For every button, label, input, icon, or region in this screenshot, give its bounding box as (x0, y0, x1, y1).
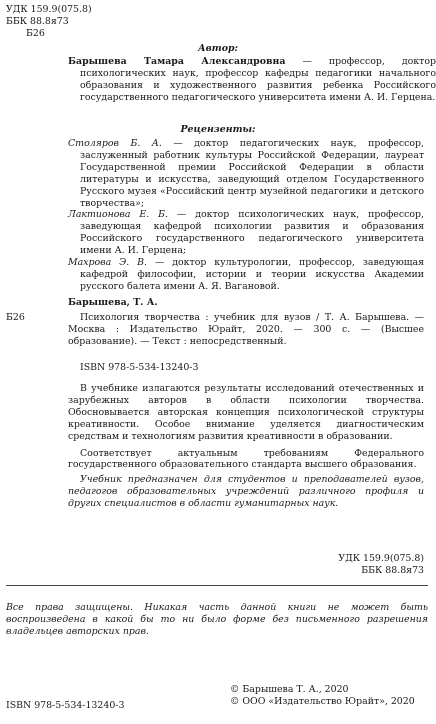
reviewer-entry (68, 209, 424, 257)
catalog-record: Психология творчества : учебник для вузов / Т. А. Барышева. — Москва : Издательство Юрайт, 2020. — 300 с. — (Высшее образование). — Текст : непосредственный. (68, 312, 424, 347)
reviewer-name: Столяров Б. А. (68, 138, 162, 149)
udk-code-bottom: УДК 159.9(075.8) (338, 553, 424, 564)
catalog-author: Барышева, Т. А. (68, 297, 158, 308)
reviewer-entry (68, 257, 424, 293)
rights-statement: Все права защищены. Никакая часть данной книги не может быть воспроизведена в какой бы то ни было форме без письменного разрешения владельцев авторских прав. (6, 602, 428, 637)
reviewer-description: — доктор культурологии, профессор, заведующая кафедрой философии, истории и теории искусства Академии русского балета имени А. Я. Вагановой. (80, 257, 424, 292)
annotation-audience: Учебник предназначен для студентов и преподавателей вузов, педагогов образовательных учреждений различного профиля и других специалистов в области гуманитарных наук. (68, 474, 424, 510)
bbk-code-bottom: ББК 88.8я73 (361, 564, 424, 576)
reviewer-entry (68, 138, 424, 209)
author-block (68, 56, 436, 104)
footer-copyright (230, 684, 426, 708)
annotation-paragraph: В учебнике излагаются результаты исследований отечественных и зарубежных авторов в области психологии творчества. Обосновывается авторская концепция психологической структуры креативности. Особое внимание уделяется диагностическим средствам и технологиям развития креативности в образовании. (68, 383, 424, 442)
reviewer-name: Лактионова Е. Б. (68, 209, 168, 221)
author-heading: Автор: (198, 43, 238, 54)
divider (6, 585, 428, 586)
reviewer-description: — доктор педагогических наук, профессор, заслуженный работник культуры Российской Федерации, лауреат Государственной премии Российской Федерации в области литературы и искусства, заведующий отделом Государственного Русского музея «Российский центр музейной педагогики и детского творчества»; (80, 138, 424, 209)
udk-code-top: УДК 159.9(075.8) (6, 4, 92, 15)
reviewer-description: — доктор психологических наук, профессор, заведующая кафедрой психологии развития и образования Российского государственного педагогического университета имени А. И. Герцена; (80, 209, 424, 257)
reviewer-name: Махрова Э. В. (68, 257, 148, 269)
reviewers-list (68, 138, 424, 293)
annotation (68, 383, 424, 510)
footer-isbn: ISBN 978-5-534-13240-3 (6, 700, 125, 711)
top-classification-codes (6, 4, 92, 40)
reviewers-heading: Рецензенты: (180, 124, 256, 135)
catalog-isbn: ISBN 978-5-534-13240-3 (80, 362, 199, 373)
copyright-author: © Барышева Т. А., 2020 (230, 684, 349, 695)
author-mark-top: Б26 (26, 27, 45, 39)
annotation-paragraph: Соответствует актуальным требованиям Федерального государственного образовательного стандарта высшего образования. (68, 447, 424, 471)
copyright-publisher: © ООО «Издательство Юрайт», 2020 (230, 695, 415, 707)
author-name: Барышева Тамара Александровна (68, 56, 286, 67)
bottom-classification-codes (264, 553, 424, 577)
catalog-author-mark: Б26 (6, 312, 25, 323)
bbk-code-top: ББК 88.8я73 (6, 15, 69, 27)
author-description: — профессор, доктор психологических наук, профессор кафедры педагогики начального образования и художественного развития ребенка Российского государственного педагогического университета имени А. И. Герцена. (80, 56, 436, 103)
